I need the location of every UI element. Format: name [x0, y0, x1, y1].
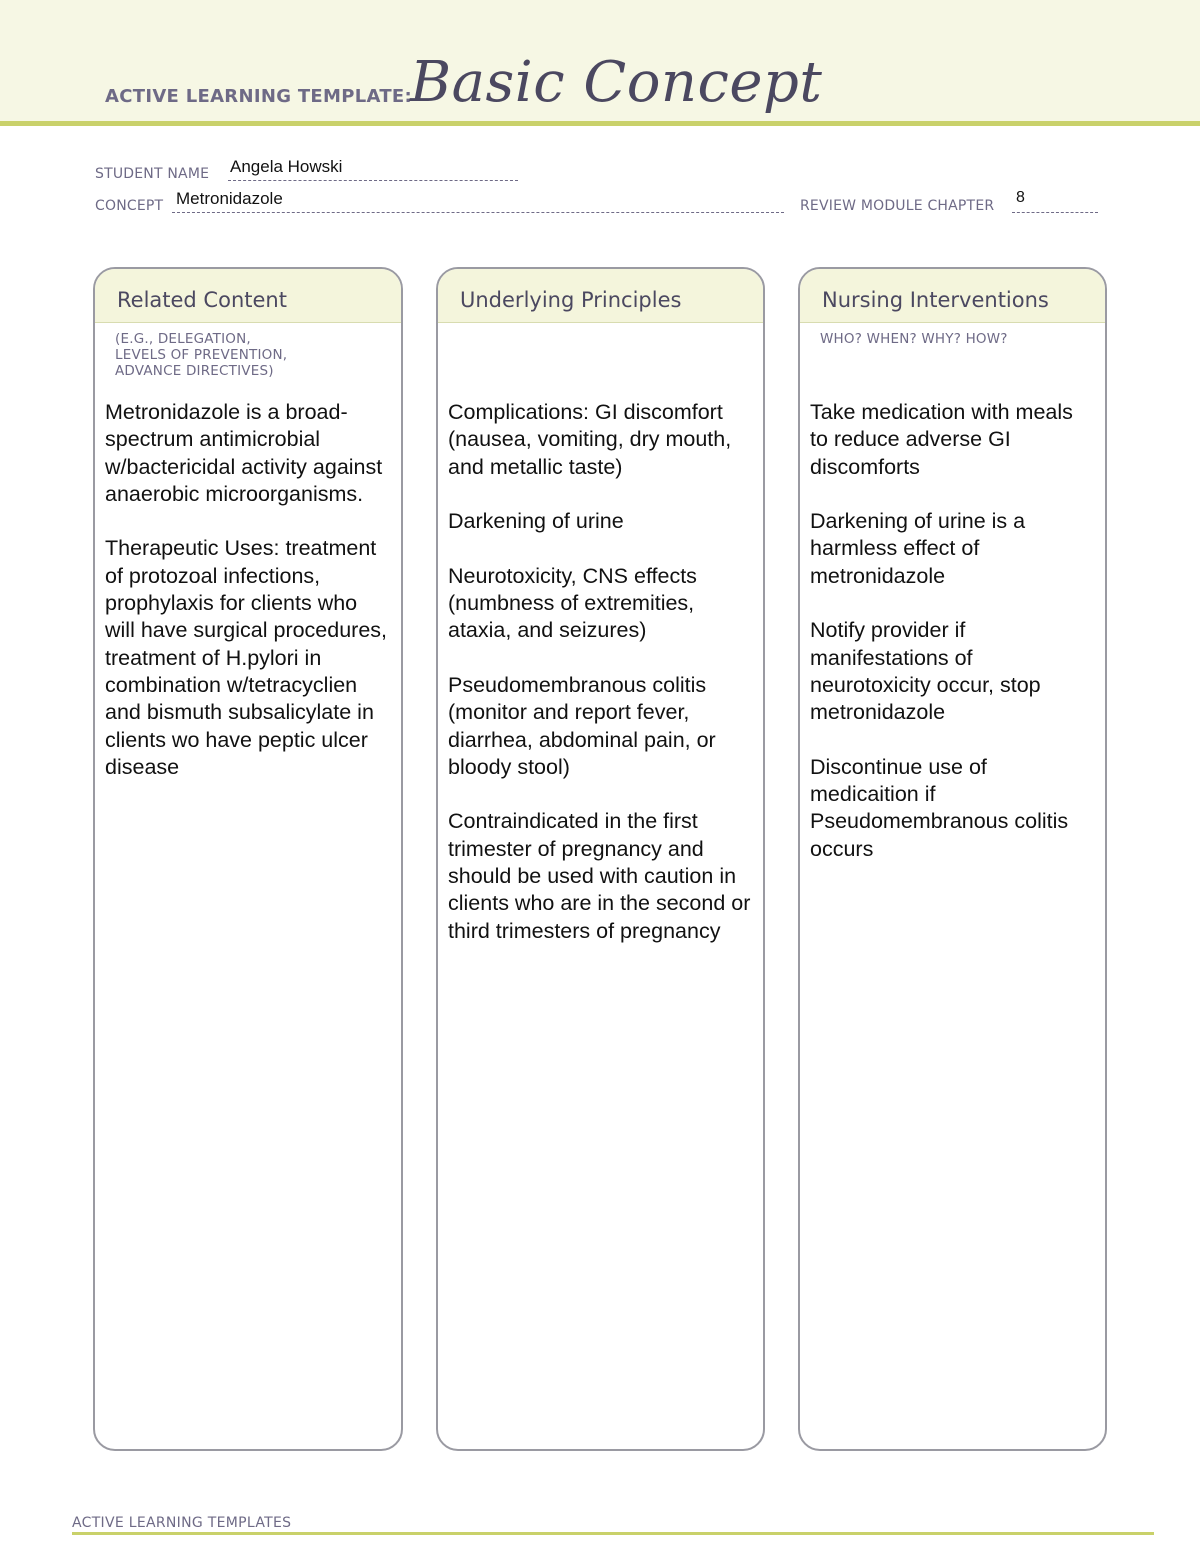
concept-label: CONCEPT: [95, 198, 164, 214]
student-name-line: [228, 180, 518, 181]
concept-field[interactable]: Metronidazole: [176, 189, 283, 208]
template-label: ACTIVE LEARNING TEMPLATE:: [105, 86, 412, 107]
principles-paragraph: Contraindicated in the first trimester of pregnancy and should be used with caution in clients who are in the second or third trimesters of pregnancy: [448, 809, 751, 943]
header-rule: [0, 121, 1200, 126]
nursing-interventions-title: Nursing Interventions: [822, 288, 1049, 312]
principles-paragraph: Neurotoxicity, CNS effects (numbness of extremities, ataxia, and seizures): [448, 563, 697, 643]
nursing-paragraph: Notify provider if manifestations of neurotoxicity occur, stop metronidazole: [810, 618, 1041, 725]
underlying-principles-body[interactable]: [448, 399, 753, 972]
related-content-panel: [93, 267, 403, 1451]
student-name-label: STUDENT NAME: [95, 166, 210, 182]
student-name-field[interactable]: Angela Howski: [230, 157, 343, 176]
related-subtitle-line: (E.G., DELEGATION,: [115, 331, 251, 347]
nursing-interventions-body[interactable]: [810, 399, 1095, 890]
related-paragraph: Therapeutic Uses: treatment of protozoal infections, prophylaxis for clients who will have surgical procedures, treatment of H.pylori in combination w/tetracyclien and bismuth subsalicylate in clients wo have peptic ulcer disease: [105, 536, 388, 779]
footer-rule: [72, 1532, 1154, 1535]
principles-paragraph: Complications: GI discomfort (nausea, vomiting, dry mouth, and metallic taste): [448, 400, 732, 479]
review-module-field[interactable]: 8: [1016, 189, 1025, 206]
related-content-subtitle: [115, 331, 401, 379]
review-module-line: [1012, 212, 1098, 213]
underlying-principles-panel: [436, 267, 765, 1451]
related-content-title: Related Content: [117, 288, 287, 312]
related-paragraph: Metronidazole is a broad-spectrum antimicrobial w/bactericidal activity against anaerobic microorganisms.: [105, 400, 383, 506]
related-content-header: [95, 269, 401, 323]
nursing-paragraph: Discontinue use of medicaition if Pseudomembranous colitis occurs: [810, 754, 1069, 861]
related-subtitle-line: ADVANCE DIRECTIVES): [115, 363, 274, 379]
principles-paragraph: Pseudomembranous colitis (monitor and report fever, diarrhea, abdominal pain, or bloody stool): [448, 672, 716, 779]
page-title: Basic Concept: [410, 50, 823, 115]
nursing-interventions-header: [800, 269, 1105, 323]
principles-paragraph: Darkening of urine: [448, 509, 624, 534]
related-subtitle-line: LEVELS OF PREVENTION,: [115, 347, 288, 363]
nursing-paragraph: Darkening of urine is a harmless effect of metronidazole: [810, 509, 1026, 588]
related-content-body[interactable]: [105, 399, 391, 808]
nursing-interventions-panel: [798, 267, 1107, 1451]
nursing-paragraph: Take medication with meals to reduce adverse GI discomforts: [810, 400, 1073, 479]
footer-label: ACTIVE LEARNING TEMPLATES: [72, 1515, 292, 1531]
review-module-label: REVIEW MODULE CHAPTER: [800, 198, 995, 214]
nursing-interventions-subtitle: WHO? WHEN? WHY? HOW?: [820, 331, 1008, 347]
underlying-principles-header: [438, 269, 763, 323]
underlying-principles-title: Underlying Principles: [460, 288, 682, 312]
concept-line: [172, 212, 784, 213]
